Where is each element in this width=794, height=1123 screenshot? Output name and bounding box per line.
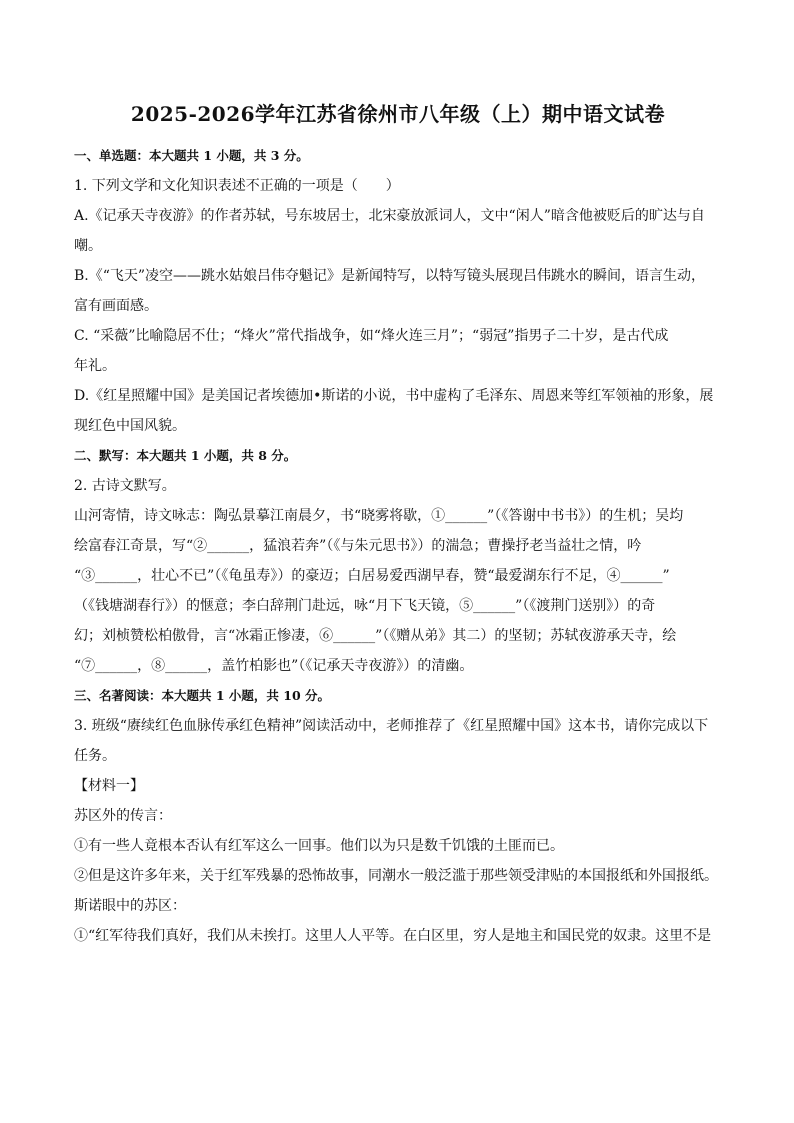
option-b-line-2: 富有画面感。 xyxy=(74,298,158,314)
rumor-item-1: ①有一些人竟根本否认有红军这么一回事。他们以为只是数千饥饿的土匪而已。 xyxy=(74,838,564,854)
dictation-line-5: 幻；刘桢赞松柏傲骨，言“冰霜正惨凄，⑥______”（《赠从弟》其二）的坚韧；苏轼夜游承天寺，绘 xyxy=(74,628,677,644)
question-2-stem: 2. 古诗文默写。 xyxy=(74,478,176,494)
question-3-stem-line-1: 3. 班级“赓续红色血脉传承红色精神”阅读活动中，老师推荐了《红星照耀中国》这本书，请你完成以下 xyxy=(74,718,709,734)
snow-item-1: ①“红军待我们真好，我们从未挨打。这里人人平等。在白区里，穷人是地主和国民党的奴隶。这里不是 xyxy=(74,928,712,944)
material-1-label: 【材料一】 xyxy=(74,778,144,794)
dictation-line-3: “③______，壮心不已”（《龟虽寿》）的豪迈；白居易爱西湖早春，赞“最爱湖东行不足，④______” xyxy=(74,568,670,584)
option-c-line-2: 年礼。 xyxy=(74,358,116,374)
option-d-line-2: 现红色中国风貌。 xyxy=(74,418,186,434)
section-heading-2: 二、默写：本大题共 1 小题，共 8 分。 xyxy=(74,448,297,463)
option-d-line-1: D.《红星照耀中国》是美国记者埃德加•斯诺的小说，书中虚构了毛泽东、周恩来等红军领袖的形象，展 xyxy=(74,388,714,404)
rumor-item-2: ②但是这许多年来，关于红军残暴的恐怖故事，同潮水一般泛滥于那些领受津贴的本国报纸和外国报纸。 xyxy=(74,868,718,884)
dictation-line-1: 山河寄情，诗文咏志：陶弘景摹江南晨夕，书“晓雾将歇，①______”（《答谢中书书》）的生机；吴均 xyxy=(74,508,684,524)
rumor-heading: 苏区外的传言： xyxy=(74,808,172,824)
section-heading-1: 一、单选题：本大题共 1 小题，共 3 分。 xyxy=(74,148,309,163)
dictation-line-6: “⑦______，⑧______，盖竹柏影也”（《记承天寺夜游》）的清幽。 xyxy=(74,658,474,674)
snow-heading: 斯诺眼中的苏区： xyxy=(74,898,186,914)
dictation-line-4: （《钱塘湖春行》）的惬意；李白辞荆门赴远，咏“月下飞天镜，⑤______”（《渡荆门送别》）的奇 xyxy=(74,598,656,614)
option-a-line-1: A.《记承天寺夜游》的作者苏轼，号东坡居士，北宋豪放派词人，文中“闲人”暗含他被贬后的旷达与自 xyxy=(74,208,705,224)
option-c-line-1: C. “采薇”比喻隐居不仕；“烽火”常代指战争，如“烽火连三月”；“弱冠”指男子二十岁，是古代成 xyxy=(74,328,669,344)
section-heading-3: 三、名著阅读：本大题共 1 小题，共 10 分。 xyxy=(74,688,331,703)
option-b-line-1: B.《“飞天”凌空——跳水姑娘吕伟夺魁记》是新闻特写，以特写镜头展现吕伟跳水的瞬间，语言生动， xyxy=(74,268,706,284)
question-3-stem-line-2: 任务。 xyxy=(74,748,116,764)
page-title: 2025-2026学年江苏省徐州市八年级（上）期中语文试卷 xyxy=(130,102,666,126)
option-a-line-2: 嘲。 xyxy=(74,238,102,254)
question-1-stem: 1. 下列文学和文化知识表述不正确的一项是（ ） xyxy=(74,178,400,194)
dictation-line-2: 绘富春江奇景，写“②______，猛浪若奔”（《与朱元思书》）的湍急；曹操抒老当益壮之情，吟 xyxy=(74,538,642,554)
